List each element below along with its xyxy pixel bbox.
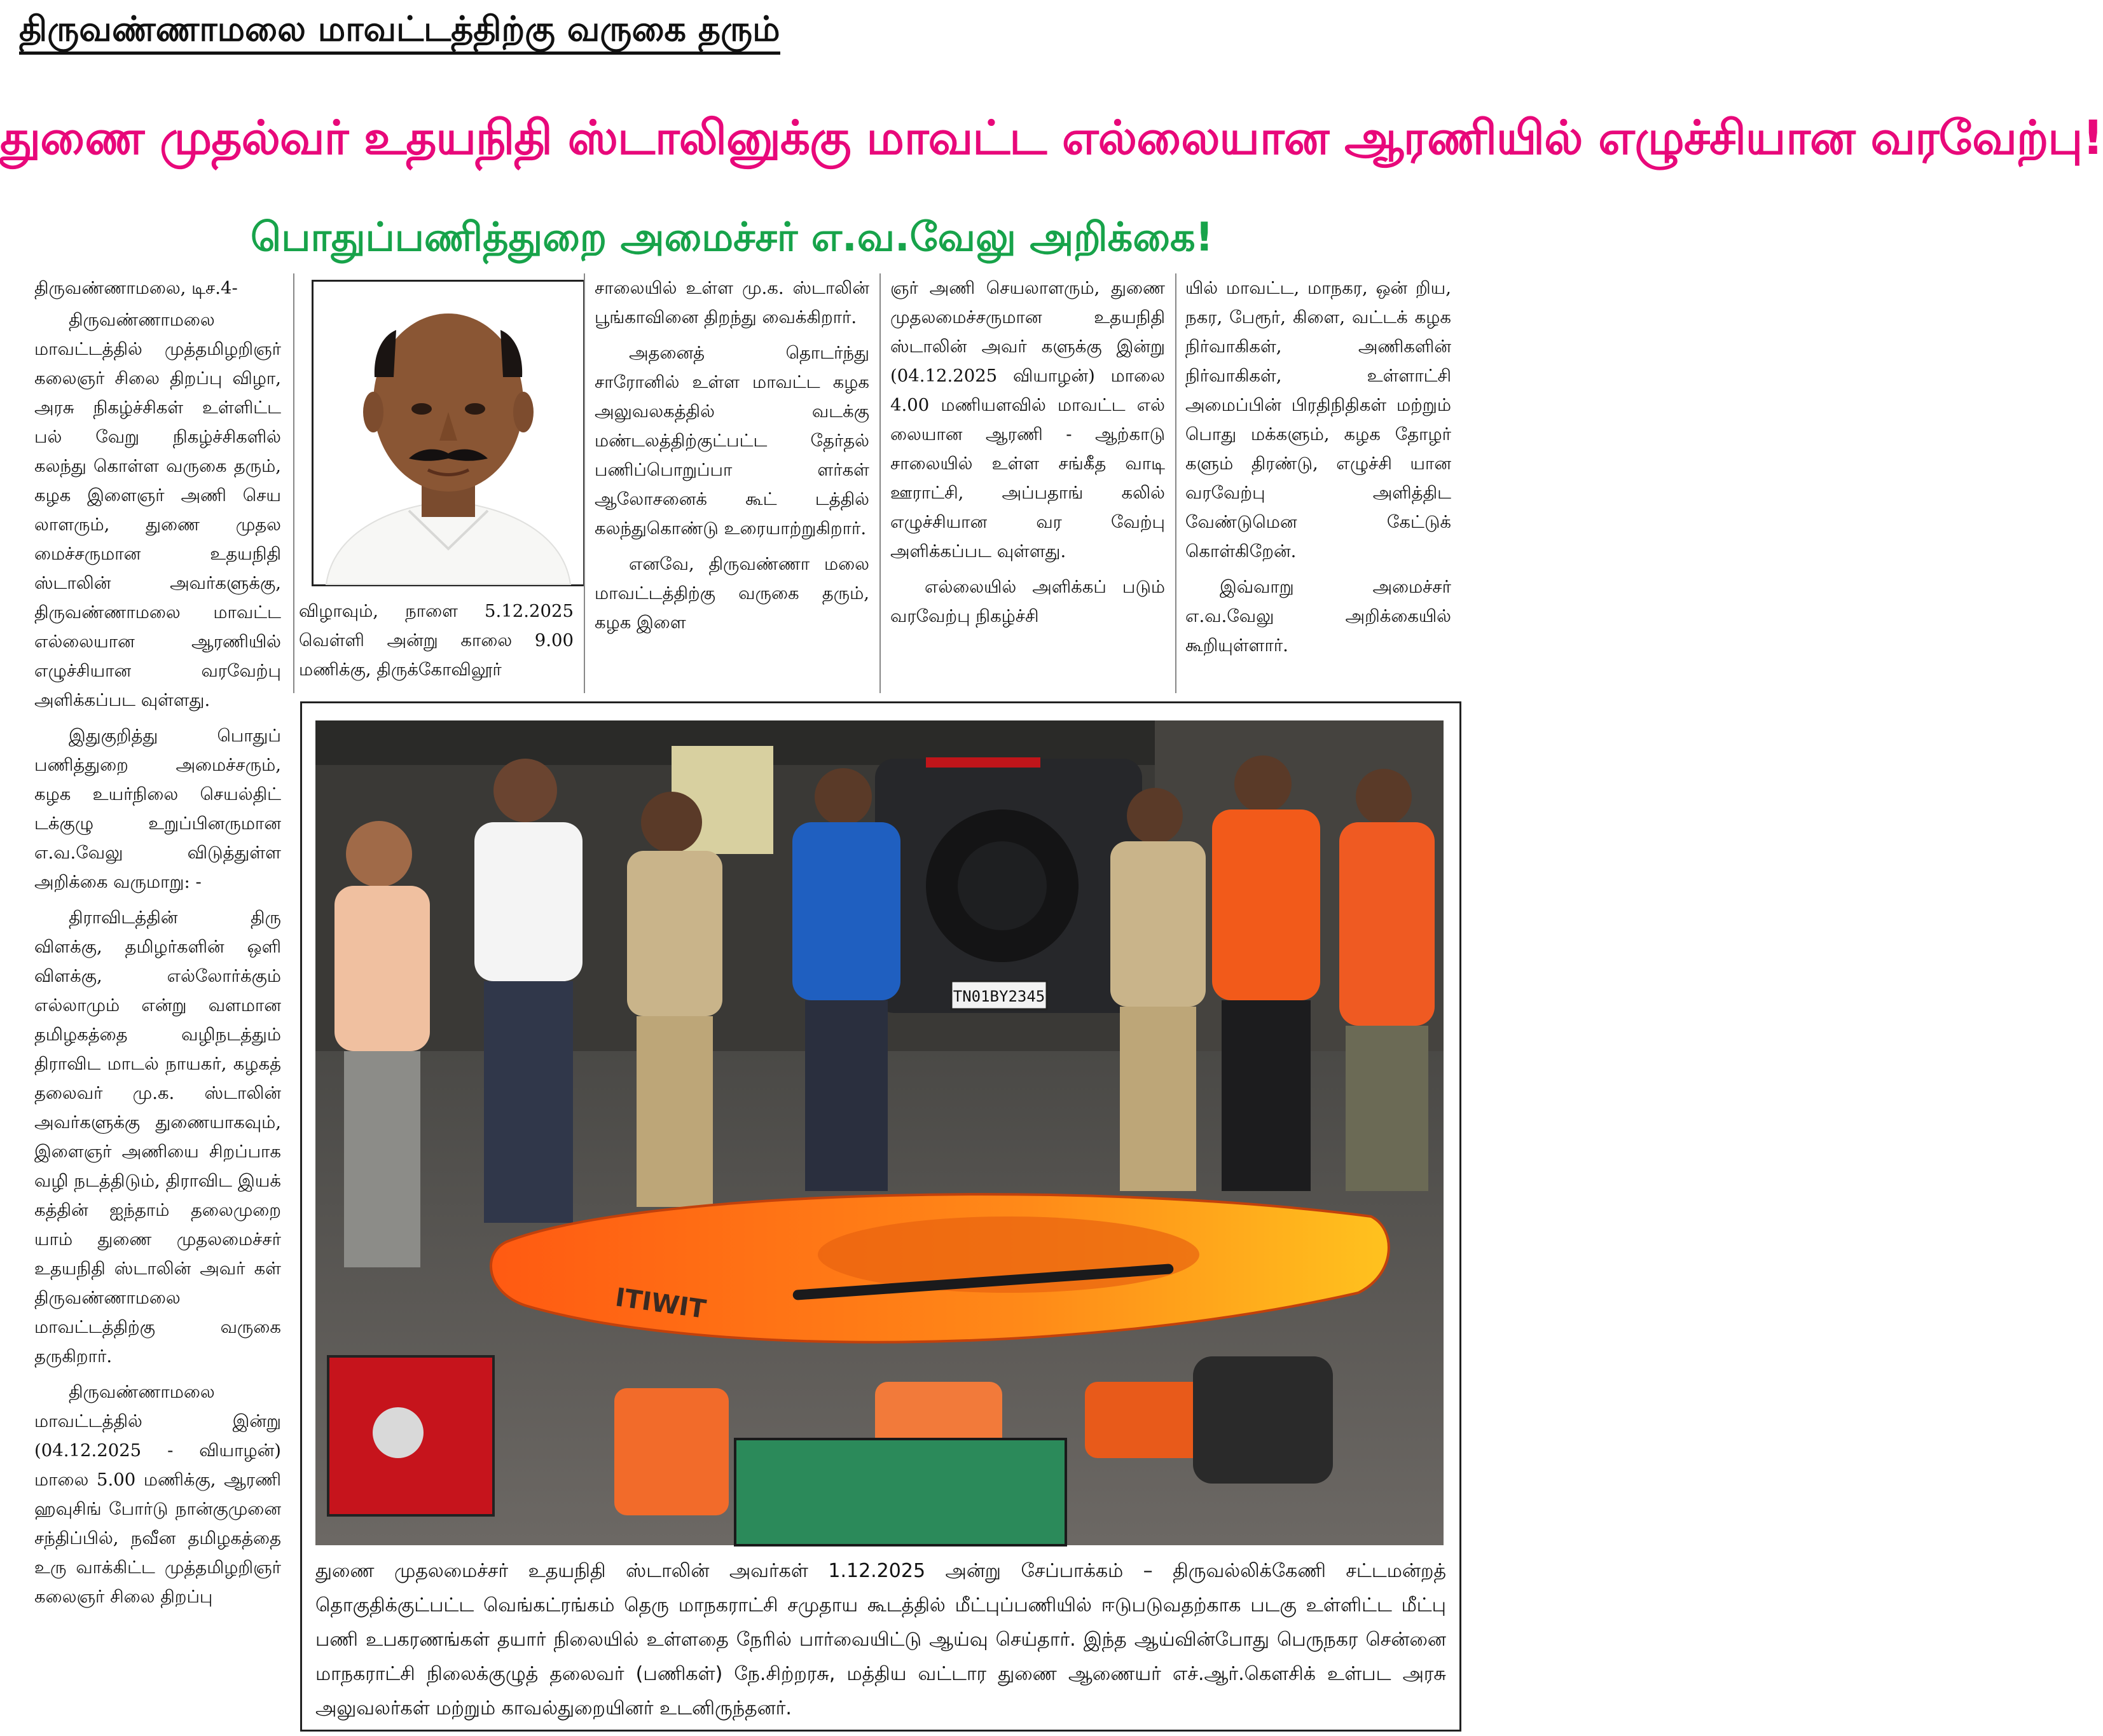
dateline: திருவண்ணாமலை, டிச.4-: [34, 278, 238, 298]
number-plate: TN01BY2345: [953, 988, 1045, 1005]
photo-illustration: [315, 720, 1444, 1545]
column-rule: [584, 273, 585, 693]
paragraph: அதனைத் தொடர்ந்து சாரோனில் உள்ள மாவட்ட கழக அலுவலகத்தில் வடக்கு மண்டலத்திற்குட்பட்ட தேர்தல் பணிப்பொறுப்பா ளர்கள் ஆலோசனைக் கூட் டத்தில் கலந்துகொண்டு உரையாற்றுகிறார்.: [595, 343, 869, 539]
column-rule: [293, 273, 294, 693]
article-column-4: [890, 273, 1165, 693]
kayak-brand: ITIWIT: [613, 1283, 708, 1325]
article-column-3: [595, 273, 869, 693]
paragraph: இவ்வாறு அமைச்சர் எ.வ.வேலு அறிக்கையில் கூறியுள்ளார்.: [1185, 577, 1451, 656]
paragraph: விழாவும், நாளை 5.12.2025 வெள்ளி அன்று காலை 9.00 மணிக்கு, திருக்கோவிலூர்: [299, 601, 574, 680]
column-rule: [879, 273, 881, 693]
paragraph: இதுகுறித்து பொதுப் பணித்துறை அமைச்சரும், கழக உயர்நிலை செயல்திட் டக்குழு உறுப்பினருமான எ.வ.வேலு விடுத்துள்ள அறிக்கை வருமாறு: -: [34, 726, 281, 892]
news-photo: [315, 720, 1444, 1545]
paragraph: எனவே, திருவண்ணா மலை மாவட்டத்திற்கு வருகை தரும், கழக இளை: [595, 554, 869, 633]
article-column-2: [299, 596, 574, 692]
portrait-image: [314, 282, 583, 584]
paragraph: எல்லையில் அளிக்கப் படும் வரவேற்பு நிகழ்ச்சி: [890, 577, 1165, 626]
article-column-5: [1185, 273, 1451, 693]
paragraph: சாலையில் உள்ள மு.க. ஸ்டாலின் பூங்காவினை திறந்து வைக்கிறார்.: [595, 278, 869, 327]
article-column-1: [34, 273, 281, 1733]
photo-caption: துணை முதலமைச்சர் உதயநிதி ஸ்டாலின் அவர்கள் 1.12.2025 அன்று சேப்பாக்கம் – திருவல்லிக்கேணி சட்டமன்றத் தொகுதிக்குட்பட்ட வெங்கட்ரங்கம் தெரு மாநகராட்சி சமுதாய கூடத்தில் மீட்புப்பணியில் ஈடுபடுவதற்காக படகு உள்ளிட்ட மீட்பு பணி உபகரணங்கள் தயார் நிலையில் உள்ளதை நேரில் பார்வையிட்டு ஆய்வு செய்தார். இந்த ஆய்வின்போது பெருநகர சென்னை மாநகராட்சி நிலைக்குழுத் தலைவர் (பணிகள்) நே.சிற்றரசு, மத்திய வட்டார துணை ஆணையர் எச்.ஆர்.கௌசிக் உள்பட அரசு அலுவலர்கள் மற்றும் காவல்துறையினர் உடனிருந்தனர்.: [315, 1560, 1446, 1719]
minister-portrait: [312, 280, 585, 586]
column-rule: [1175, 273, 1176, 693]
paragraph: யில் மாவட்ட, மாநகர, ஒன் றிய, நகர, பேரூர், கிளை, வட்டக் கழக நிர்வாகிகள், அணிகளின் நிர்வாகிகள், உள்ளாட்சி அமைப்பின் பிரதிநிதிகள் மற்றும் பொது மக்களும், கழக தோழர் களும் திரண்டு, எழுச்சி யான வரவேற்பு அளித்திட வேண்டுமென கேட்டுக் கொள்கிறேன்.: [1185, 278, 1451, 561]
paragraph: திருவண்ணாமலை மாவட்டத்தில் முத்தமிழறிஞர் கலைஞர் சிலை திறப்பு விழா, அரசு நிகழ்ச்சிகள் உள்ளிட்ட பல் வேறு நிகழ்ச்சிகளில் கலந்து கொள்ள வருகை தரும், கழக இளைஞர் அணி செய லாளரும், துணை முதல மைச்சருமான உதயநிதி ஸ்டாலின் அவர்களுக்கு, திருவண்ணாமலை மாவட்ட எல்லையான ஆரணியில் எழுச்சியான வரவேற்பு அளிக்கப்பட வுள்ளது.: [34, 310, 281, 710]
sub-headline: பொதுப்பணித்துறை அமைச்சர் எ.வ.வேலு அறிக்கை!: [251, 214, 1213, 260]
paragraph: ஞர் அணி செயலாளரும், துணை முதலமைச்சருமான உதயநிதி ஸ்டாலின் அவர் களுக்கு இன்று (04.12.2025 வியாழன்) மாலை 4.00 மணியளவில் மாவட்ட எல் லையான ஆரணி - ஆற்காடு சாலையில் உள்ள சங்கீத வாடி ஊராட்சி, அப்பதாங் கலில் எழுச்சியான வர வேற்பு அளிக்கப்பட வுள்ளது.: [890, 278, 1165, 561]
paragraph: திருவண்ணாமலை மாவட்டத்தில் இன்று (04.12.2025 - வியாழன்) மாலை 5.00 மணிக்கு, ஆரணி ஹவுசிங் போர்டு நான்குமுனை சந்திப்பில், நவீன தமிழகத்தை உரு வாக்கிட்ட முத்தமிழறிஞர் கலைஞர் சிலை திறப்பு: [34, 1382, 281, 1607]
paragraph: திராவிடத்தின் திரு விளக்கு, தமிழர்களின் ஒளி விளக்கு, எல்லோர்க்கும் எல்லாமும் என்று வளமான தமிழகத்தை வழிநடத்தும் திராவிட மாடல் நாயகர், கழகத் தலைவர் மு.க. ஸ்டாலின் அவர்களுக்கு துணையாகவும், இளைஞர் அணியை சிறப்பாக வழி நடத்திடும், திராவிட இயக் கத்தின் ஐந்தாம் தலைமுறை யாம் துணை முதலமைச்சர் உதயநிதி ஸ்டாலின் அவர் கள் திருவண்ணாமலை மாவட்டத்திற்கு வருகை தருகிறார்.: [34, 907, 281, 1367]
main-headline: துணை முதல்வர் உதயநிதி ஸ்டாலினுக்கு மாவட்ட எல்லையான ஆரணியில் எழுச்சியான வரவேற்பு!: [0, 111, 2103, 165]
kicker-headline: திருவண்ணாமலை மாவட்டத்திற்கு வருகை தரும்: [19, 4, 780, 55]
people-group: [334, 755, 1435, 1267]
